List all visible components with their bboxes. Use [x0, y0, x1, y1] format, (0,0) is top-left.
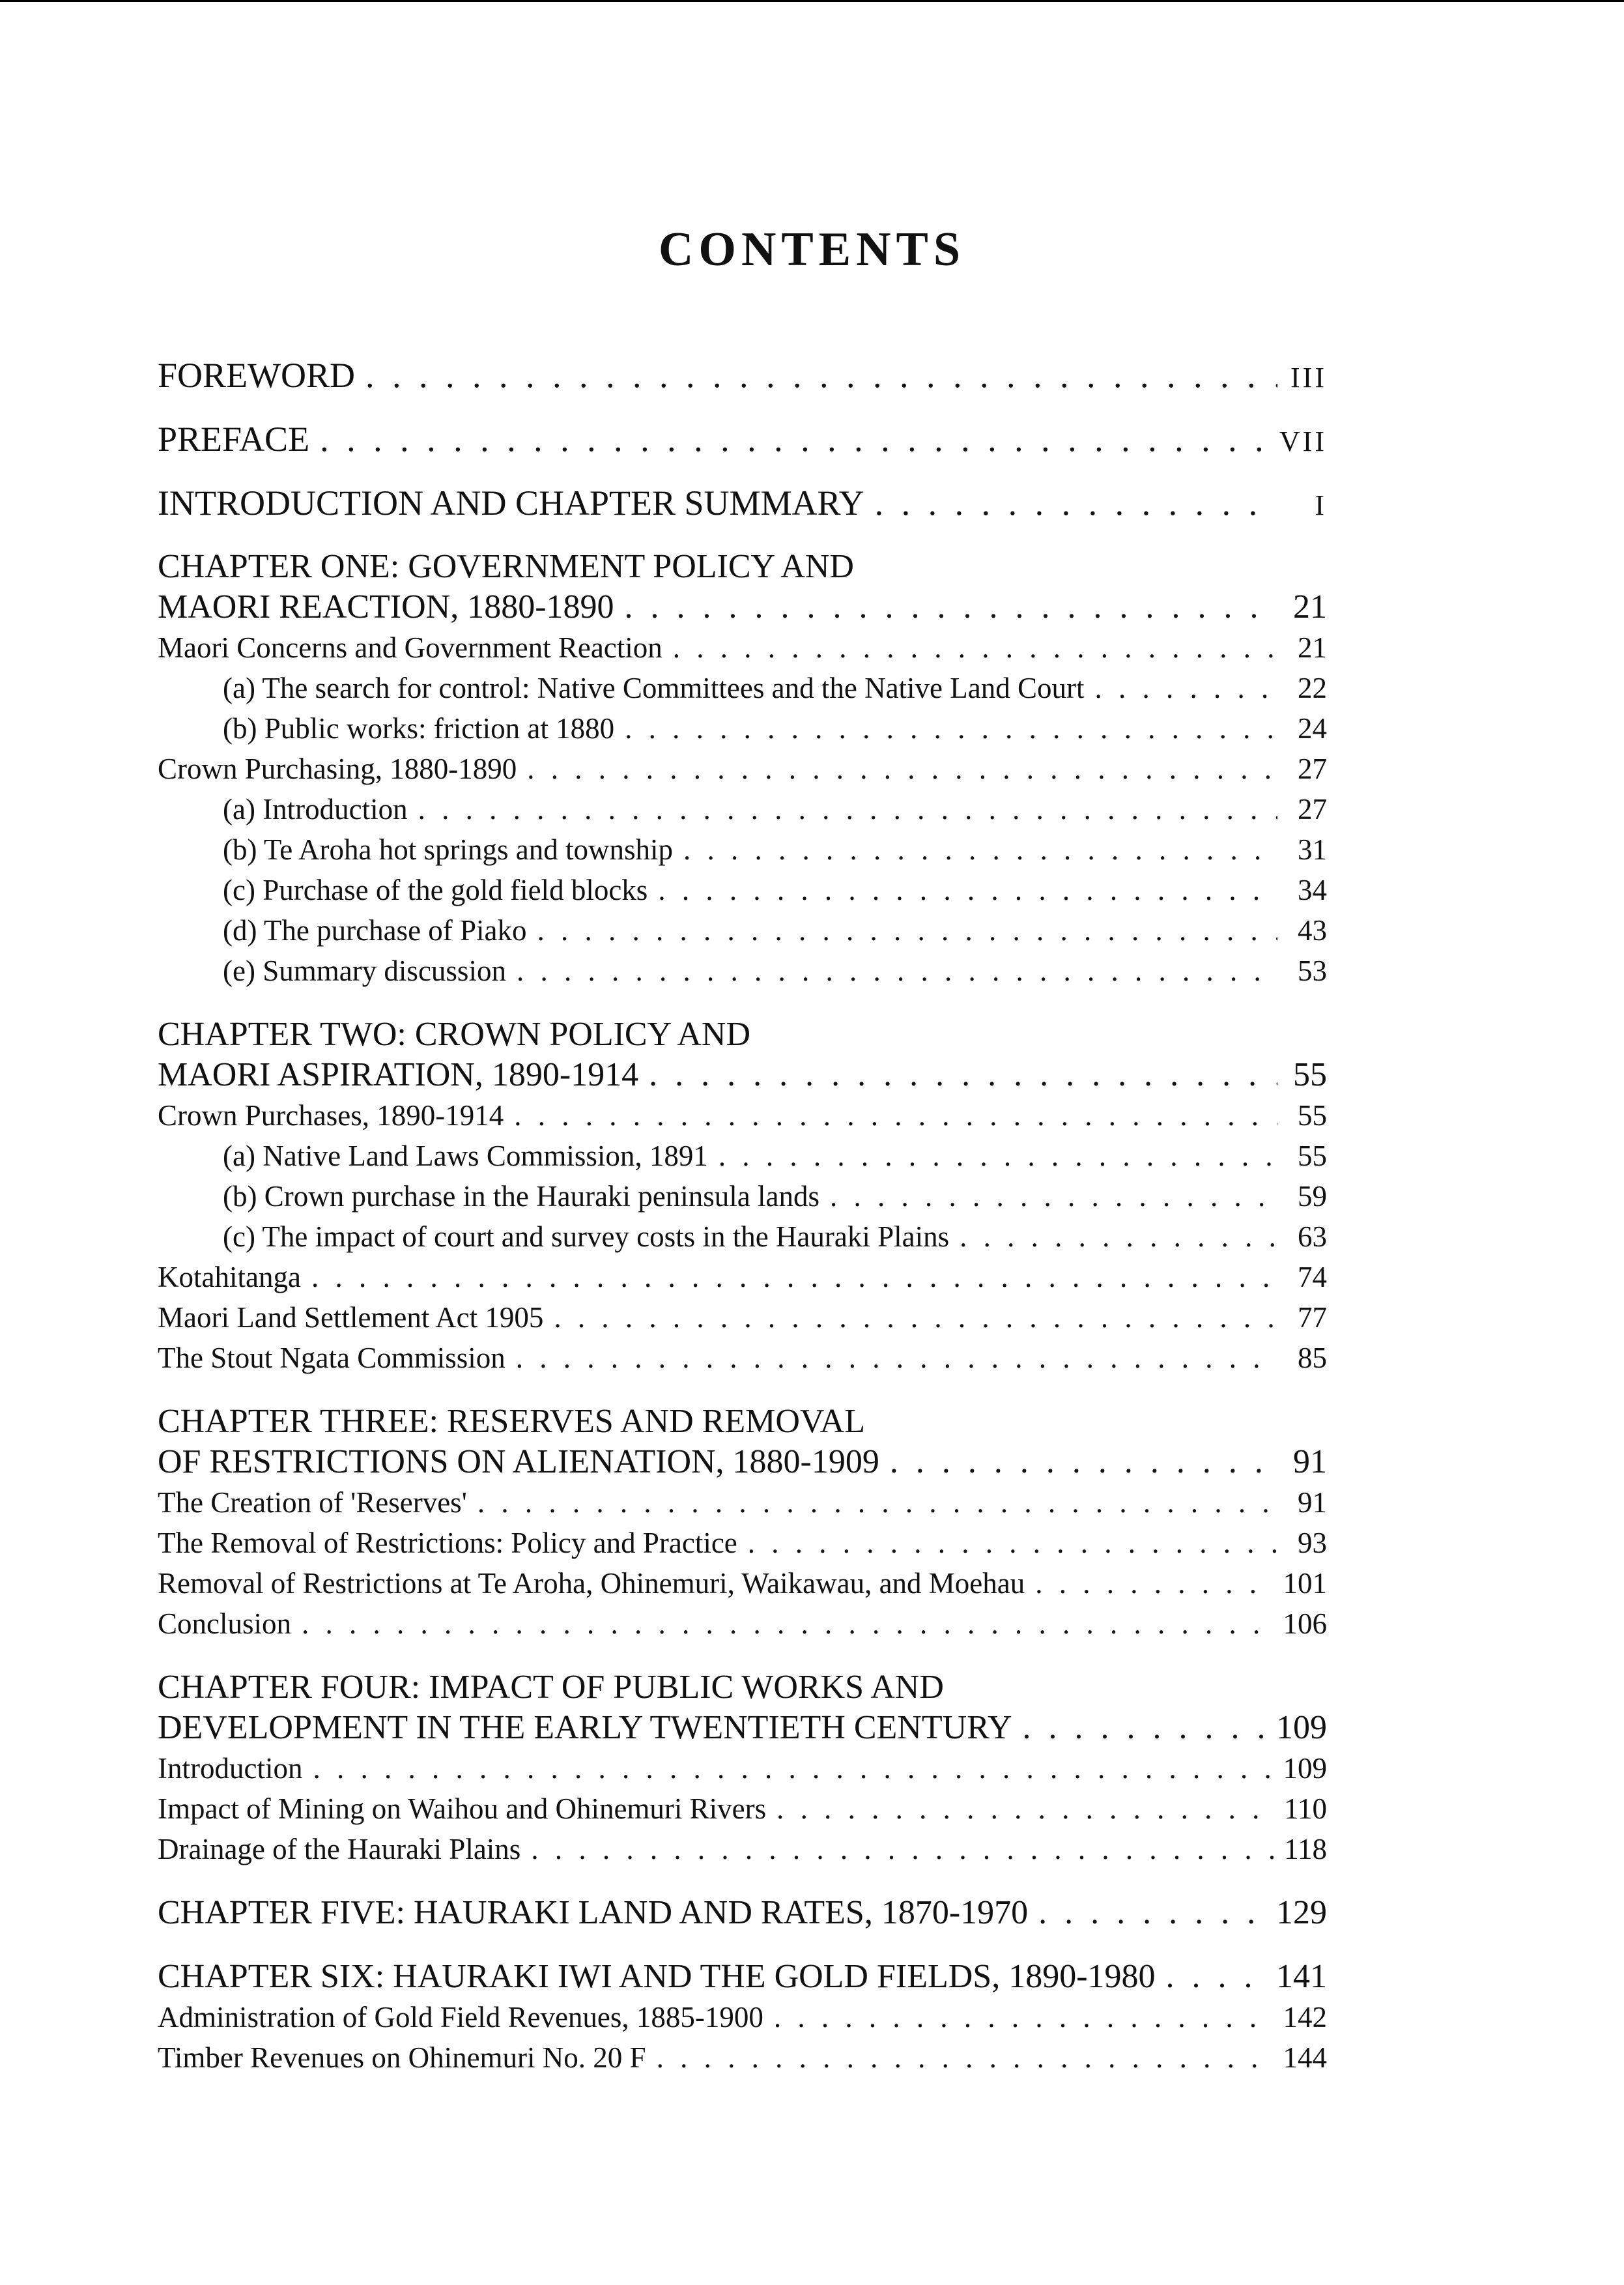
chapter-block: [158, 1957, 1327, 2078]
page-number: 31: [1298, 833, 1327, 866]
entry-label: FOREWORD: [158, 356, 356, 395]
entry-label: Maori Concerns and Government Reaction: [158, 631, 662, 664]
dot-leader: [719, 1136, 1277, 1176]
page-number: 21: [1293, 588, 1327, 625]
subsection-entry: [158, 829, 1327, 870]
section-entry: [158, 1338, 1327, 1378]
entry-label: Removal of Restrictions at Te Aroha, Ohinemuri, Waikawau, and Moehau: [158, 1567, 1025, 1600]
chapter-title-entry: [158, 1442, 1327, 1482]
page-number: 55: [1293, 1056, 1327, 1093]
dot-leader: [477, 1482, 1277, 1523]
entry-label: INTRODUCTION AND CHAPTER SUMMARY: [158, 483, 864, 523]
dot-leader: [776, 1789, 1274, 1829]
entry-label: CHAPTER SIX: HAURAKI IWI AND THE GOLD FIELDS, 1890-1980: [158, 1958, 1156, 1995]
dot-leader: [311, 1257, 1277, 1297]
chapter-title-entry: [158, 587, 1327, 627]
entry-label: (c) The impact of court and survey costs in the Hauraki Plains: [223, 1220, 950, 1253]
dot-leader: [625, 708, 1277, 749]
entry-label: PREFACE: [158, 420, 310, 459]
entry-label: Maori Land Settlement Act 1905: [158, 1301, 544, 1334]
page-number: 144: [1283, 2041, 1327, 2074]
chapter-title-entry: [158, 1055, 1327, 1095]
entry-label: MAORI ASPIRATION, 1890-1914: [158, 1056, 639, 1093]
dot-leader: [1095, 668, 1278, 708]
entry-label: The Removal of Restrictions: Policy and Practice: [158, 1527, 737, 1559]
dot-leader: [875, 483, 1277, 523]
dot-leader: [1166, 1957, 1266, 1997]
subsection-entry: [158, 870, 1327, 910]
chapter-heading: CHAPTER ONE: GOVERNMENT POLICY AND: [158, 548, 854, 585]
chapter-title-entry: [158, 1708, 1327, 1748]
page-number: 110: [1284, 1792, 1327, 1825]
chapter-heading: CHAPTER THREE: RESERVES AND REMOVAL: [158, 1403, 866, 1440]
page-number: 109: [1283, 1752, 1327, 1785]
dot-leader: [748, 1523, 1277, 1563]
page-number: 59: [1298, 1180, 1327, 1213]
subsection-entry: [158, 708, 1327, 749]
chapter-heading: CHAPTER FOUR: IMPACT OF PUBLIC WORKS AND: [158, 1669, 944, 1706]
entry-label: (a) Introduction: [223, 793, 408, 826]
dot-leader: [683, 829, 1277, 870]
section-entry: [158, 1095, 1327, 1136]
chapter-title-entry: [158, 1957, 1327, 1997]
dot-leader: [516, 1338, 1277, 1378]
dot-leader: [517, 951, 1277, 991]
entry-label: (c) Purchase of the gold field blocks: [223, 874, 648, 906]
entry-label: Conclusion: [158, 1607, 292, 1640]
dot-leader: [313, 1748, 1272, 1789]
page-number: I: [1315, 489, 1327, 521]
dot-leader: [1038, 1893, 1266, 1933]
chapter-title-entry: [158, 1893, 1327, 1933]
section-entry: [158, 1829, 1327, 1869]
dot-leader: [890, 1442, 1277, 1482]
dot-leader: [649, 1055, 1277, 1095]
page-number: 34: [1298, 874, 1327, 906]
subsection-entry: [158, 1216, 1327, 1257]
dot-leader: [657, 2037, 1273, 2078]
subsection-entry: [158, 1136, 1327, 1176]
section-entry: [158, 2037, 1327, 2078]
subsection-entry: [158, 668, 1327, 708]
page-number: 74: [1298, 1261, 1327, 1293]
entry-label: Drainage of the Hauraki Plains: [158, 1833, 521, 1865]
chapter-block: [158, 1401, 1327, 1644]
dot-leader: [625, 587, 1277, 627]
entry-label: (a) Native Land Laws Commission, 1891: [223, 1140, 708, 1172]
chapter-heading: CHAPTER TWO: CROWN POLICY AND: [158, 1016, 751, 1053]
section-entry: [158, 1748, 1327, 1789]
entry-label: Timber Revenues on Ohinemuri No. 20 F: [158, 2041, 646, 2074]
section-entry: [158, 1563, 1327, 1603]
page-number: 77: [1298, 1301, 1327, 1334]
entry-label: OF RESTRICTIONS ON ALIENATION, 1880-1909: [158, 1443, 879, 1480]
entry-label: Crown Purchases, 1890-1914: [158, 1099, 504, 1132]
page-number: III: [1290, 362, 1327, 394]
entry-label: DEVELOPMENT IN THE EARLY TWENTIETH CENTURY: [158, 1709, 1012, 1746]
subsection-entry: [158, 1176, 1327, 1216]
dot-leader: [514, 1095, 1277, 1136]
section-entry: [158, 627, 1327, 668]
entry-label: The Stout Ngata Commission: [158, 1342, 506, 1374]
page-number: 63: [1298, 1220, 1327, 1253]
subsection-entry: [158, 951, 1327, 991]
page-number: 101: [1283, 1567, 1327, 1600]
page-top-rule: [0, 0, 1624, 2]
page-number: VII: [1279, 425, 1327, 457]
entry-label: MAORI REACTION, 1880-1890: [158, 588, 614, 625]
page-number: 27: [1298, 753, 1327, 785]
dot-leader: [960, 1216, 1277, 1257]
dot-leader: [320, 419, 1269, 459]
section-entry: [158, 1603, 1327, 1644]
dot-leader: [527, 749, 1277, 789]
page-number: 27: [1298, 793, 1327, 826]
page-title: CONTENTS: [658, 223, 966, 276]
chapter-block: [158, 1893, 1327, 1933]
entry-label: (b) Public works: friction at 1880: [223, 712, 615, 745]
entry-label: The Creation of 'Reserves': [158, 1486, 467, 1519]
section-entry: [158, 1789, 1327, 1829]
dot-leader: [1035, 1563, 1272, 1603]
dot-leader: [658, 870, 1277, 910]
page-number: 53: [1298, 955, 1327, 987]
front-matter-entry: [158, 355, 1327, 398]
dot-leader: [537, 910, 1277, 951]
dot-leader: [830, 1176, 1277, 1216]
page-number: 43: [1298, 914, 1327, 947]
page-number: 109: [1276, 1709, 1327, 1746]
dot-leader: [1023, 1708, 1266, 1748]
entry-label: (b) Te Aroha hot springs and township: [223, 833, 673, 866]
dot-leader: [531, 1829, 1274, 1869]
chapter-block: [158, 547, 1327, 991]
page-number: 55: [1298, 1099, 1327, 1132]
front-matter-entry: [158, 419, 1327, 462]
page-number: 118: [1284, 1833, 1327, 1865]
page-number: 141: [1276, 1958, 1327, 1995]
entry-label: Crown Purchasing, 1880-1890: [158, 753, 517, 785]
chapter-block: [158, 1667, 1327, 1869]
section-entry: [158, 1482, 1327, 1523]
page-number: 85: [1298, 1342, 1327, 1374]
page-number: 91: [1293, 1443, 1327, 1480]
section-entry: [158, 1297, 1327, 1338]
page-number: 21: [1298, 631, 1327, 664]
page-number: 93: [1298, 1527, 1327, 1559]
entry-label: CHAPTER FIVE: HAURAKI LAND AND RATES, 1870-1970: [158, 1894, 1029, 1931]
page-number: 91: [1298, 1486, 1327, 1519]
dot-leader: [554, 1297, 1277, 1338]
dot-leader: [673, 627, 1277, 668]
chapter-block: [158, 1014, 1327, 1378]
entry-label: (a) The search for control: Native Committees and the Native Land Court: [223, 672, 1085, 704]
section-entry: [158, 1523, 1327, 1563]
entry-label: (b) Crown purchase in the Hauraki peninsula lands: [223, 1180, 819, 1213]
page-number: 142: [1283, 2001, 1327, 2034]
subsection-entry: [158, 789, 1327, 829]
dot-leader: [774, 1997, 1273, 2037]
entry-label: Kotahitanga: [158, 1261, 301, 1293]
entry-label: Impact of Mining on Waihou and Ohinemuri Rivers: [158, 1792, 767, 1825]
page-number: 55: [1298, 1140, 1327, 1172]
section-entry: [158, 1997, 1327, 2037]
section-entry: [158, 1257, 1327, 1297]
entry-label: (e) Summary discussion: [223, 955, 506, 987]
page-number: 129: [1276, 1894, 1327, 1931]
entry-label: Administration of Gold Field Revenues, 1885-1900: [158, 2001, 763, 2034]
entry-label: Introduction: [158, 1752, 303, 1785]
subsection-entry: [158, 910, 1327, 951]
dot-leader: [302, 1603, 1272, 1644]
page-number: 24: [1298, 712, 1327, 745]
page-number: 22: [1298, 672, 1327, 704]
dot-leader: [418, 789, 1277, 829]
table-of-contents: [158, 355, 1327, 2078]
dot-leader: [365, 355, 1277, 395]
entry-label: (d) The purchase of Piako: [223, 914, 527, 947]
page-number: 106: [1283, 1607, 1327, 1640]
front-matter-entry: [158, 483, 1327, 526]
section-entry: [158, 749, 1327, 789]
